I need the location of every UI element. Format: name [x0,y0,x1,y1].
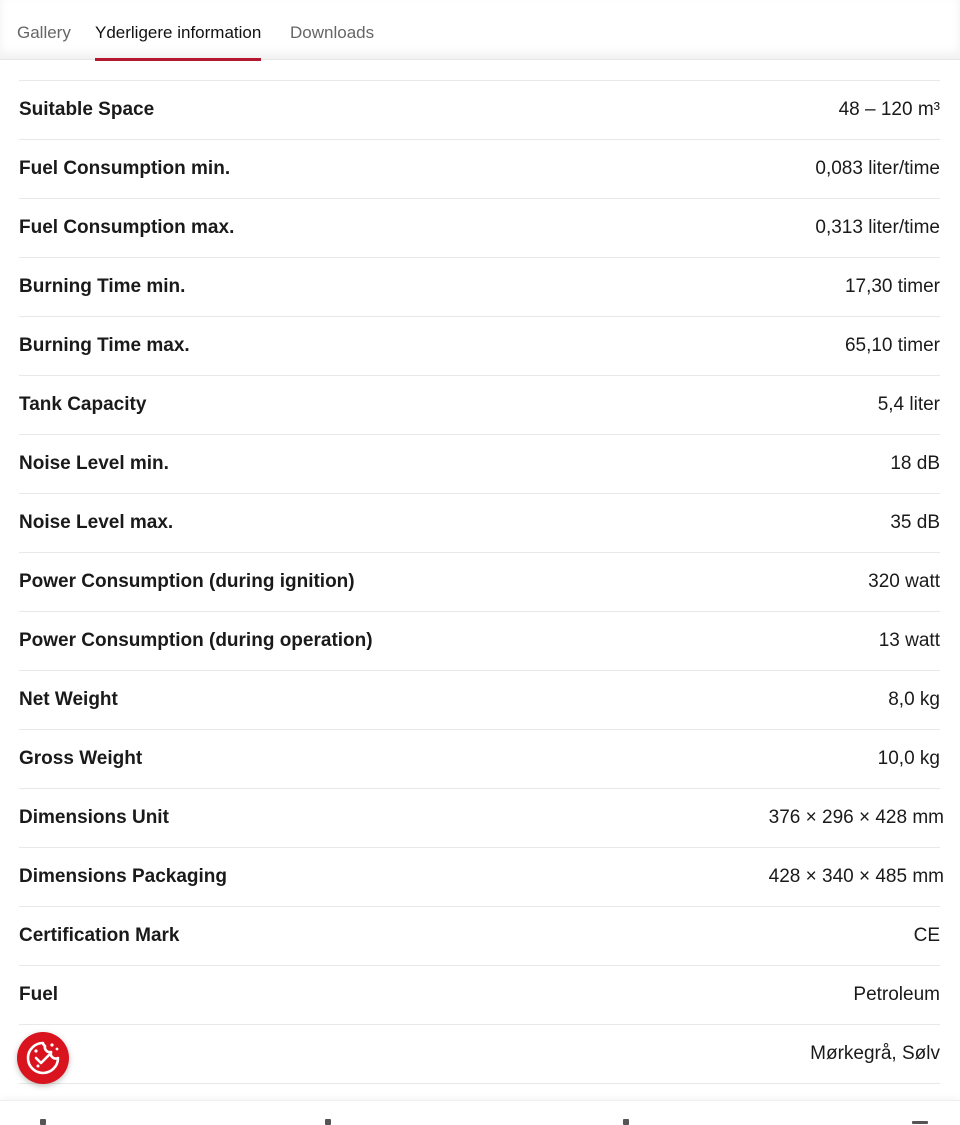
spec-label: Net Weight [19,689,118,710]
spec-row [19,140,940,199]
specifications-table [19,80,944,1084]
spec-row [19,435,940,494]
spec-row [19,376,940,435]
spec-row [19,81,940,140]
spec-value: 48 – 120 m³ [838,99,940,120]
spec-label: Fuel Consumption max. [19,217,235,238]
spec-row [19,671,940,730]
spec-row [19,553,940,612]
cookie-consent-button[interactable] [17,1032,69,1084]
spec-value: 428 × 340 × 485 mm [768,866,944,887]
spec-row [19,258,940,317]
spec-label: Power Consumption (during operation) [19,630,373,651]
spec-label: Fuel Consumption min. [19,158,231,179]
spec-row [19,848,944,907]
spec-value: 376 × 296 × 428 mm [768,807,944,828]
spec-value: 13 watt [878,630,940,651]
spec-row [19,317,940,376]
spec-row [19,907,940,966]
spec-row [19,730,940,789]
spec-label: Fuel [19,984,59,1005]
spec-value: Petroleum [853,984,940,1005]
cookie-consent-icon [24,1039,62,1077]
bottom-navigation-edge [0,1100,960,1125]
spec-value: 0,083 liter/time [815,158,940,179]
nav-icon[interactable] [623,1119,629,1125]
spec-row [19,612,940,671]
tab-downloads[interactable]: Downloads [290,23,375,42]
spec-row [19,199,940,258]
spec-label: Noise Level max. [19,512,174,533]
spec-label: Burning Time min. [19,276,186,297]
spec-value: 8,0 kg [888,689,940,710]
spec-label: Suitable Space [19,99,155,120]
spec-value: 5,4 liter [877,394,940,415]
spec-value: 17,30 timer [844,276,940,297]
spec-label: Burning Time max. [19,335,190,356]
spec-label: Gross Weight [19,748,143,769]
spec-label: Certification Mark [19,925,180,946]
tab-additional-information[interactable]: Yderligere information [95,0,261,60]
spec-value: 10,0 kg [877,748,940,769]
spec-label: Dimensions Packaging [19,866,228,887]
nav-icon[interactable] [325,1119,331,1125]
spec-row [19,966,940,1025]
tab-gallery[interactable]: Gallery [17,23,71,42]
spec-value: 35 dB [890,512,940,533]
spec-label: Power Consumption (during ignition) [19,571,355,592]
spec-value: 65,10 timer [844,335,940,356]
tab-bar [0,0,960,60]
spec-value: 0,313 liter/time [815,217,940,238]
spec-row [19,789,944,848]
nav-icon[interactable] [40,1119,46,1125]
spec-value: 18 dB [890,453,940,474]
spec-label: Tank Capacity [19,394,147,415]
spec-row [19,1025,940,1084]
spec-value: 320 watt [868,571,940,592]
spec-label: Dimensions Unit [19,807,169,828]
spec-row [19,494,940,553]
spec-value: Mørkegrå, Sølv [810,1043,940,1064]
spec-label: Noise Level min. [19,453,169,474]
spec-value: CE [913,925,940,946]
